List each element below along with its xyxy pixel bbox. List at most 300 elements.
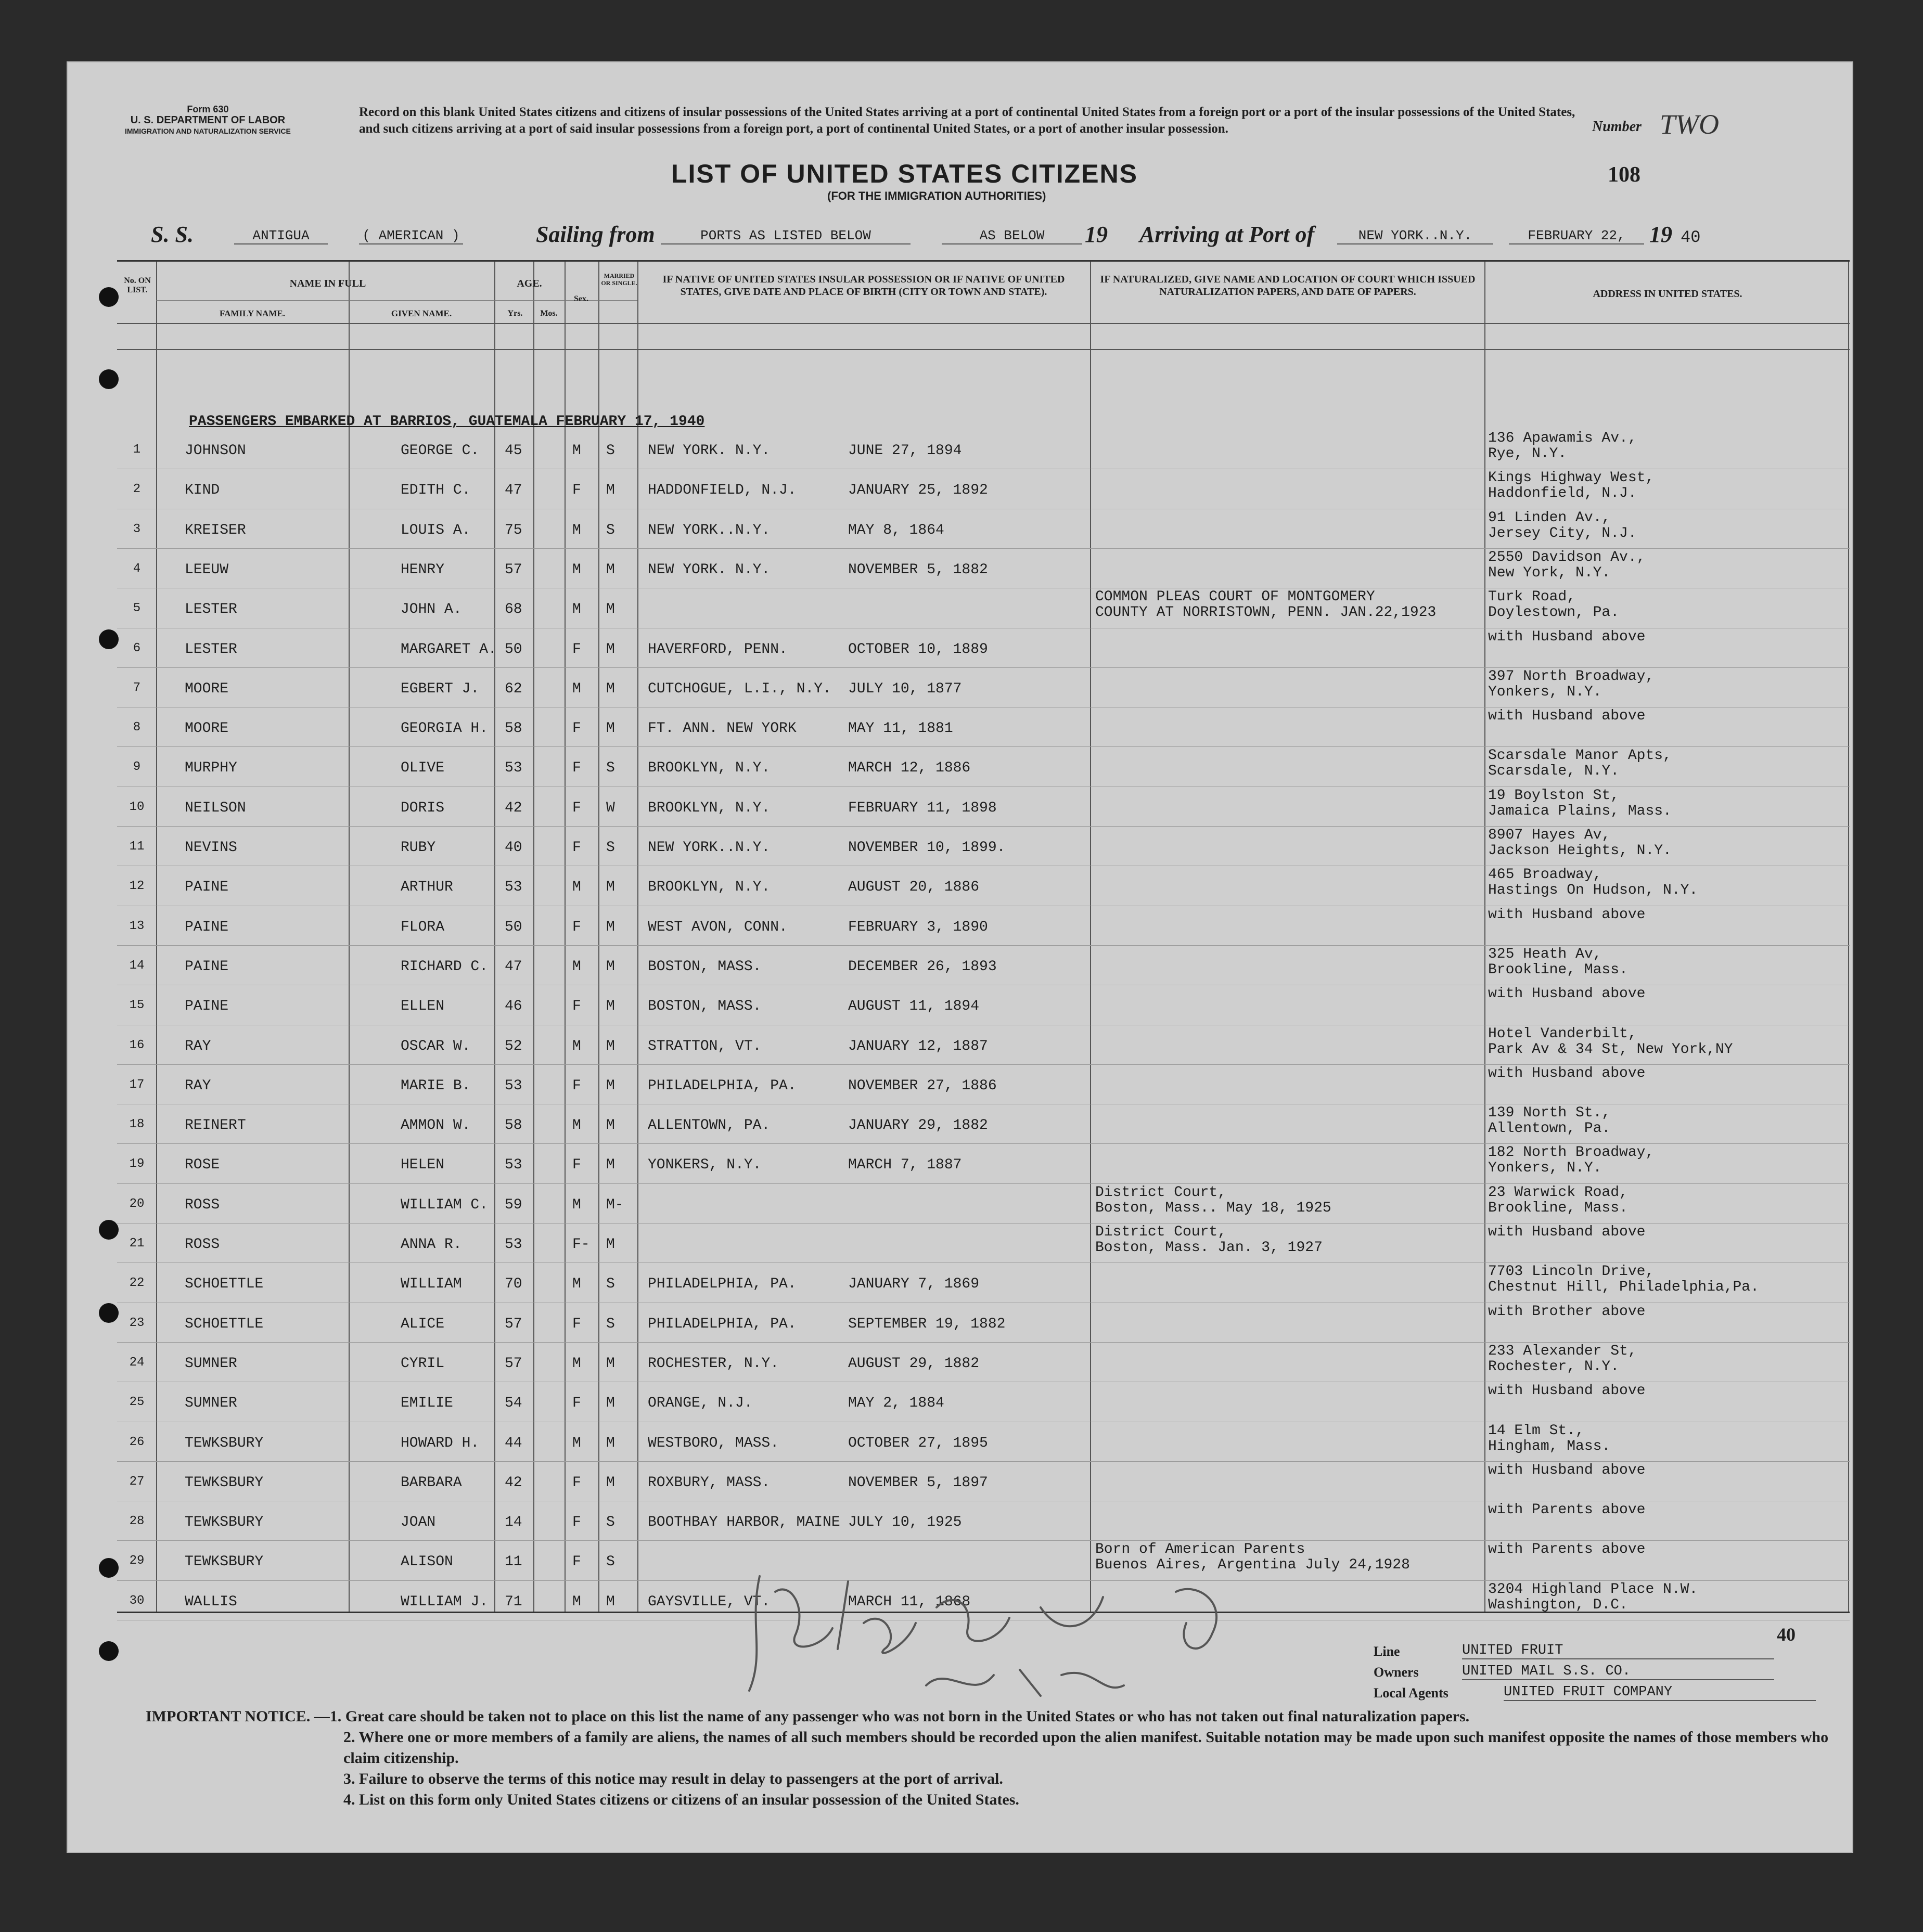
manifest-page [67, 61, 1853, 1853]
agents-label: Local Agents [1374, 1685, 1448, 1701]
passenger-family: SCHOETTLE [185, 1276, 264, 1293]
passenger-no: 4 [133, 561, 141, 576]
passenger-nat1: COMMON PLEAS COURT OF MONTGOMERY [1095, 589, 1375, 606]
passenger-place: GAYSVILLE, VT. [648, 1593, 771, 1610]
passenger-no: 21 [129, 1237, 145, 1251]
passenger-given: JOHN A. [401, 601, 462, 618]
punch-hole [99, 1220, 119, 1240]
passenger-place: ROCHESTER, N.Y. [648, 1355, 779, 1372]
passenger-age: 52 [505, 1038, 522, 1054]
passenger-nat2: Boston, Mass. Jan. 3, 1927 [1095, 1240, 1323, 1256]
passenger-age: 71 [505, 1593, 522, 1610]
passenger-date: MAY 2, 1884 [848, 1395, 944, 1412]
passenger-date: JANUARY 7, 1869 [848, 1276, 980, 1293]
passenger-date: MAY 8, 1864 [848, 522, 944, 538]
passenger-family: ROSS [185, 1196, 220, 1213]
passenger-addr2: Doylestown, Pa. [1488, 604, 1620, 621]
passenger-given: OSCAR W. [401, 1038, 471, 1054]
passenger-date: NOVEMBER 10, 1899. [848, 840, 1006, 856]
passenger-family: TEWKSBURY [185, 1514, 264, 1531]
passenger-addr2: Hingham, Mass. [1488, 1438, 1611, 1454]
passenger-ms: M [606, 1593, 615, 1610]
form-identifier [125, 104, 291, 137]
passenger-no: 27 [129, 1474, 145, 1489]
passenger-given: ANNA R. [401, 1237, 462, 1253]
passenger-no: 26 [129, 1435, 145, 1449]
passenger-age: 53 [505, 1077, 522, 1094]
passenger-family: PAINE [185, 998, 229, 1015]
passenger-addr1: 233 Alexander St, [1488, 1343, 1637, 1359]
passenger-family: NEILSON [185, 800, 246, 816]
passenger-family: SUMNER [185, 1355, 237, 1372]
passenger-ms: M [606, 1435, 615, 1451]
passenger-age: 50 [505, 919, 522, 935]
col-header-given: GIVEN NAME. [391, 308, 452, 318]
passenger-addr1: with Husband above [1488, 1383, 1646, 1399]
passenger-sex: M [572, 522, 581, 538]
passenger-sex: F- [572, 1237, 590, 1253]
passenger-date: MARCH 11, 1868 [848, 1593, 971, 1610]
passenger-nat2: COUNTY AT NORRISTOWN, PENN. JAN.22,1923 [1095, 604, 1437, 621]
passenger-family: ROSS [185, 1237, 220, 1253]
passenger-given: DORIS [401, 800, 445, 816]
sailing-date: AS BELOW [942, 228, 1082, 244]
passenger-age: 42 [505, 800, 522, 816]
passenger-addr2: Jackson Heights, N.Y. [1488, 843, 1672, 859]
passenger-ms: S [606, 1316, 615, 1332]
passenger-ms: S [606, 760, 615, 777]
passenger-no: 2 [133, 482, 141, 497]
punch-hole [99, 369, 119, 389]
passenger-ms: S [606, 840, 615, 856]
passenger-addr2: Haddonfield, N.J. [1488, 485, 1637, 502]
passenger-given: AMMON W. [401, 1117, 471, 1134]
passenger-age: 57 [505, 1355, 522, 1372]
row-rule [117, 746, 1850, 747]
passenger-age: 62 [505, 680, 522, 697]
passenger-addr1: Hotel Vanderbilt, [1488, 1025, 1637, 1042]
passenger-given: HOWARD H. [401, 1435, 480, 1451]
row-rule [117, 1143, 1850, 1144]
passenger-place: PHILADELPHIA, PA. [648, 1077, 797, 1094]
punch-hole [99, 1303, 119, 1323]
notice-item: 2. Where one or more members of a family are aliens, the names of all such members should be recorded upon the alien manifest. Suitable notation may be made upon such manifest opposite the names of those members who claim citizenship. [343, 1729, 1829, 1767]
passenger-sex: M [572, 879, 581, 896]
punch-hole [99, 1558, 119, 1578]
passenger-age: 42 [505, 1474, 522, 1491]
passenger-ms: M [606, 1474, 615, 1491]
passenger-ms: M [606, 1355, 615, 1372]
passenger-age: 58 [505, 720, 522, 737]
passenger-place: BROOKLYN, N.Y. [648, 879, 771, 896]
passenger-nat1: Born of American Parents [1095, 1541, 1305, 1558]
passenger-given: CYRIL [401, 1355, 445, 1372]
row-rule [117, 1540, 1850, 1541]
passenger-addr1: 465 Broadway, [1488, 867, 1602, 883]
passenger-table [117, 260, 1850, 1645]
passenger-sex: M [572, 1038, 581, 1054]
col-header-birth: IF NATIVE OF UNITED STATES INSULAR POSSESSION OR IF NATIVE OF UNITED STATES, GIVE DATE AND PLACE OF BIRTH (CITY OR TOWN AND STATE). [662, 274, 1065, 298]
passenger-family: LESTER [185, 601, 237, 618]
passenger-no: 24 [129, 1355, 145, 1370]
passenger-given: ARTHUR [401, 879, 453, 896]
passenger-addr1: 14 Elm St., [1488, 1422, 1584, 1439]
passenger-date: FEBRUARY 3, 1890 [848, 919, 988, 935]
passenger-place: WEST AVON, CONN. [648, 919, 788, 935]
passenger-nat1: District Court, [1095, 1184, 1227, 1201]
passenger-addr2: Jersey City, N.J. [1488, 525, 1637, 542]
passenger-sex: M [572, 958, 581, 975]
passenger-date: JUNE 27, 1894 [848, 443, 962, 459]
passenger-date: NOVEMBER 5, 1882 [848, 561, 988, 578]
col-header-married: MARRIED OR SINGLE. [601, 272, 637, 287]
passenger-ms: S [606, 1514, 615, 1531]
passenger-given: GEORGIA H. [401, 720, 489, 737]
passenger-place: ORANGE, N.J. [648, 1395, 753, 1412]
passenger-age: 57 [505, 1316, 522, 1332]
passenger-addr1: with Brother above [1488, 1303, 1646, 1320]
passenger-place: BOSTON, MASS. [648, 998, 762, 1015]
passenger-sex: F [572, 1395, 581, 1412]
passenger-ms: M- [606, 1196, 624, 1213]
passenger-family: MURPHY [185, 760, 237, 777]
passenger-no: 20 [129, 1196, 145, 1211]
notice-heading: IMPORTANT NOTICE. [146, 1708, 311, 1725]
passenger-given: ALICE [401, 1316, 445, 1332]
arrival-year: 40 [1681, 228, 1701, 247]
passenger-addr1: Turk Road, [1488, 589, 1576, 606]
year-prefix: 19 [1085, 222, 1108, 247]
passenger-sex: M [572, 1276, 581, 1293]
passenger-sex: F [572, 760, 581, 777]
passenger-sex: F [572, 1514, 581, 1531]
page-subtitle: (FOR THE IMMIGRATION AUTHORITIES) [827, 189, 1046, 202]
owners-label: Owners [1374, 1665, 1419, 1680]
passenger-sex: F [572, 840, 581, 856]
passenger-addr2: Park Av & 34 St, New York,NY [1488, 1041, 1733, 1058]
passenger-given: FLORA [401, 919, 445, 935]
passenger-no: 29 [129, 1554, 145, 1568]
passenger-no: 22 [129, 1276, 145, 1291]
passenger-sex: F [572, 998, 581, 1015]
passenger-given: EDITH C. [401, 482, 471, 499]
passenger-place: BROOKLYN, N.Y. [648, 800, 771, 816]
passenger-nat1: District Court, [1095, 1224, 1227, 1240]
passenger-place: HAVERFORD, PENN. [648, 641, 788, 658]
passenger-family: PAINE [185, 879, 229, 896]
row-rule [117, 945, 1850, 946]
passenger-nat2: Buenos Aires, Argentina July 24,1928 [1095, 1557, 1410, 1574]
passenger-sex: F [572, 919, 581, 935]
passenger-ms: M [606, 482, 615, 499]
passenger-age: 70 [505, 1276, 522, 1293]
passenger-addr2: Yonkers, N.Y. [1488, 684, 1602, 700]
passenger-given: OLIVE [401, 760, 445, 777]
passenger-given: RUBY [401, 840, 436, 856]
col-header-mos: Mos. [540, 309, 558, 318]
ss-label: S. S. [151, 222, 194, 247]
passenger-no: 23 [129, 1316, 145, 1330]
passenger-given: MARIE B. [401, 1077, 471, 1094]
passenger-age: 68 [505, 601, 522, 618]
passenger-family: KREISER [185, 522, 246, 538]
passenger-addr2: Brookline, Mass. [1488, 961, 1628, 978]
owners-value: UNITED MAIL S.S. CO. [1462, 1664, 1774, 1680]
passenger-place: ROXBURY, MASS. [648, 1474, 771, 1491]
passenger-addr1: Scarsdale Manor Apts, [1488, 748, 1672, 764]
passenger-ms: M [606, 958, 615, 975]
notice-item: 4. List on this form only United States citizens or citizens of an insular possession of the United States. [343, 1791, 1019, 1808]
passenger-family: TEWKSBURY [185, 1474, 264, 1491]
passenger-family: MOORE [185, 720, 229, 737]
passenger-date: AUGUST 20, 1886 [848, 879, 980, 896]
passenger-date: MAY 11, 1881 [848, 720, 953, 737]
arrival-year-prefix: 19 [1649, 222, 1672, 247]
passenger-sex: F [572, 1474, 581, 1491]
passenger-no: 18 [129, 1117, 145, 1132]
passenger-ms: M [606, 1157, 615, 1174]
arriving-port: NEW YORK..N.Y. [1337, 228, 1493, 244]
passenger-given: LOUIS A. [401, 522, 471, 538]
passenger-given: BARBARA [401, 1474, 462, 1491]
passenger-given: ALISON [401, 1554, 453, 1570]
passenger-addr2: Yonkers, N.Y. [1488, 1160, 1602, 1177]
passenger-no: 12 [129, 879, 145, 894]
row-rule [117, 1461, 1850, 1462]
passenger-date: JANUARY 29, 1882 [848, 1117, 988, 1134]
row-rule [117, 1183, 1850, 1184]
passenger-age: 54 [505, 1395, 522, 1412]
passenger-nat2: Boston, Mass.. May 18, 1925 [1095, 1200, 1331, 1216]
passenger-ms: S [606, 522, 615, 538]
passenger-sex: M [572, 1355, 581, 1372]
passenger-addr2: Chestnut Hill, Philadelphia,Pa. [1488, 1279, 1759, 1296]
passenger-ms: M [606, 1077, 615, 1094]
col-header-name: NAME IN FULL [289, 278, 366, 289]
passenger-ms: S [606, 1276, 615, 1293]
passenger-given: JOAN [401, 1514, 436, 1531]
passenger-place: ALLENTOWN, PA. [648, 1117, 771, 1134]
passenger-ms: M [606, 1395, 615, 1412]
passenger-no: 5 [133, 601, 141, 616]
passenger-date: JANUARY 25, 1892 [848, 482, 988, 499]
passenger-place: WESTBORO, MASS. [648, 1435, 779, 1451]
row-rule [117, 1064, 1850, 1065]
passenger-date: JANUARY 12, 1887 [848, 1038, 988, 1054]
passenger-addr2: New York, N.Y. [1488, 564, 1611, 581]
arriving-label: Arriving at Port of [1139, 222, 1315, 247]
passenger-date: FEBRUARY 11, 1898 [848, 800, 997, 816]
passenger-date: MARCH 7, 1887 [848, 1157, 962, 1174]
passenger-place: NEW YORK..N.Y. [648, 522, 771, 538]
passenger-addr1: 2550 Davidson Av., [1488, 549, 1646, 565]
punch-hole [99, 1641, 119, 1661]
passenger-date: JULY 10, 1925 [848, 1514, 962, 1531]
passenger-family: WALLIS [185, 1593, 237, 1610]
passenger-family: TEWKSBURY [185, 1435, 264, 1451]
inspector-signature [728, 1561, 1249, 1717]
page-number: 108 [1608, 163, 1640, 187]
passenger-place: BOSTON, MASS. [648, 958, 762, 975]
passenger-age: 44 [505, 1435, 522, 1451]
passenger-place: NEW YORK. N.Y. [648, 561, 771, 578]
passenger-addr2: Jamaica Plains, Mass. [1488, 803, 1672, 819]
passenger-age: 45 [505, 443, 522, 459]
sailing-label: Sailing from [536, 222, 655, 247]
passenger-sex: F [572, 1077, 581, 1094]
passenger-family: LEEUW [185, 561, 229, 578]
passenger-family: MOORE [185, 680, 229, 697]
passenger-no: 19 [129, 1157, 145, 1171]
passenger-age: 53 [505, 879, 522, 896]
passenger-age: 47 [505, 958, 522, 975]
passenger-ms: M [606, 919, 615, 935]
passenger-addr1: 182 North Broadway, [1488, 1144, 1655, 1161]
passenger-ms: M [606, 720, 615, 737]
passenger-date: OCTOBER 27, 1895 [848, 1435, 988, 1451]
passenger-age: 53 [505, 1237, 522, 1253]
passenger-addr1: with Husband above [1488, 1065, 1646, 1081]
passenger-no: 14 [129, 958, 145, 973]
passenger-given: WILLIAM C. [401, 1196, 489, 1213]
passenger-addr1: 397 North Broadway, [1488, 668, 1655, 685]
row-rule [117, 548, 1850, 549]
passenger-no: 13 [129, 919, 145, 933]
passenger-ms: M [606, 998, 615, 1015]
sailing-from: PORTS AS LISTED BELOW [661, 228, 911, 244]
ship-name: ANTIGUA [234, 228, 328, 244]
passenger-age: 50 [505, 641, 522, 658]
passenger-place: NEW YORK..N.Y. [648, 840, 771, 856]
passenger-given: WILLIAM J. [401, 1593, 489, 1610]
passenger-addr1: with Husband above [1488, 628, 1646, 645]
passenger-sex: F [572, 1157, 581, 1174]
line-value: UNITED FRUIT [1462, 1643, 1774, 1659]
passenger-addr1: 19 Boylston St, [1488, 787, 1620, 804]
passenger-family: RAY [185, 1038, 211, 1054]
department-name: U. S. DEPARTMENT OF LABOR [130, 114, 286, 126]
passenger-date: DECEMBER 26, 1893 [848, 958, 997, 975]
passenger-sex: F [572, 720, 581, 737]
passenger-ms: M [606, 680, 615, 697]
passenger-date: OCTOBER 10, 1889 [848, 641, 988, 658]
passenger-sex: M [572, 561, 581, 578]
passenger-addr2: Brookline, Mass. [1488, 1200, 1628, 1216]
passenger-date: AUGUST 29, 1882 [848, 1355, 980, 1372]
passenger-addr1: with Parents above [1488, 1502, 1646, 1518]
passenger-family: NEVINS [185, 840, 237, 856]
passenger-sex: F [572, 1554, 581, 1570]
passenger-given: ELLEN [401, 998, 445, 1015]
passenger-age: 57 [505, 561, 522, 578]
col-header-family: FAMILY NAME. [220, 308, 285, 318]
passenger-addr2: Rye, N.Y. [1488, 446, 1567, 462]
passenger-no: 30 [129, 1593, 145, 1608]
passenger-age: 53 [505, 1157, 522, 1174]
passenger-date: NOVEMBER 27, 1886 [848, 1077, 997, 1094]
passenger-ms: W [606, 800, 615, 816]
important-notice [146, 1706, 1837, 1810]
passenger-addr1: 3204 Highland Place N.W. [1488, 1581, 1698, 1598]
passenger-addr2: Scarsdale, N.Y. [1488, 763, 1620, 780]
passenger-place: NEW YORK. N.Y. [648, 443, 771, 459]
passenger-family: JOHNSON [185, 443, 246, 459]
passenger-age: 14 [505, 1514, 522, 1531]
passenger-addr1: 139 North St., [1488, 1105, 1611, 1122]
passenger-no: 8 [133, 720, 141, 735]
passenger-no: 16 [129, 1038, 145, 1052]
passenger-family: RAY [185, 1077, 211, 1094]
passenger-family: REINERT [185, 1117, 246, 1134]
passenger-date: AUGUST 11, 1894 [848, 998, 980, 1015]
list-number: TWO [1660, 109, 1720, 140]
passenger-sex: M [572, 680, 581, 697]
passenger-sex: F [572, 482, 581, 499]
passenger-ms: M [606, 641, 615, 658]
passenger-no: 7 [133, 680, 141, 695]
passenger-family: SCHOETTLE [185, 1316, 264, 1332]
passenger-addr2: Washington, D.C. [1488, 1596, 1628, 1613]
passenger-place: BROOKLYN, N.Y. [648, 760, 771, 777]
form-number: Form 630 [187, 104, 229, 114]
passenger-addr1: with Husband above [1488, 1462, 1646, 1478]
passenger-no: 28 [129, 1514, 145, 1529]
passenger-no: 25 [129, 1395, 145, 1410]
passenger-family: ROSE [185, 1157, 220, 1174]
passenger-sex: M [572, 1435, 581, 1451]
passenger-family: TEWKSBURY [185, 1554, 264, 1570]
passenger-sex: F [572, 800, 581, 816]
passenger-age: 75 [505, 522, 522, 538]
passenger-family: PAINE [185, 958, 229, 975]
passenger-age: 46 [505, 998, 522, 1015]
passenger-family: PAINE [185, 919, 229, 935]
passenger-place: YONKERS, N.Y. [648, 1157, 762, 1174]
passenger-ms: S [606, 1554, 615, 1570]
notice-item: —1. Great care should be taken not to place on this list the name of any passenger who was not born in the United States or who has not taken out final naturalization papers. [314, 1708, 1470, 1725]
passenger-place: BOOTHBAY HARBOR, MAINE [648, 1514, 840, 1531]
passenger-no: 1 [133, 443, 141, 457]
passenger-no: 15 [129, 998, 145, 1013]
row-rule [117, 1342, 1850, 1343]
passenger-age: 11 [505, 1554, 522, 1570]
passenger-given: HELEN [401, 1157, 445, 1174]
passenger-addr1: with Parents above [1488, 1541, 1646, 1558]
record-instructions: Record on this blank United States citizens and citizens of insular possessions of the United States arriving at a port of continental United States from a foreign port or a port of the insular possessions of the United States, and such citizens arriving at a port of said insular possessions from a foreign port, a port of continental United States, or a port of another insular possession. [359, 105, 1575, 136]
passenger-no: 6 [133, 641, 141, 655]
ship-flag: ( AMERICAN ) [359, 228, 463, 244]
passenger-no: 17 [129, 1077, 145, 1092]
passenger-addr1: Kings Highway West, [1488, 470, 1655, 486]
passenger-age: 59 [505, 1196, 522, 1213]
passenger-addr1: 8907 Hayes Av, [1488, 827, 1611, 843]
passenger-addr1: 7703 Lincoln Drive, [1488, 1264, 1655, 1280]
passenger-addr1: 325 Heath Av, [1488, 946, 1602, 962]
col-header-address: ADDRESS IN UNITED STATES. [1593, 288, 1742, 300]
passenger-ms: S [606, 443, 615, 459]
passenger-date: JULY 10, 1877 [848, 680, 962, 697]
col-header-naturalized: IF NATURALIZED, GIVE NAME AND LOCATION OF COURT WHICH ISSUED NATURALIZATION PAPERS, AND DATE OF PAPERS. [1100, 274, 1476, 298]
passenger-sex: F [572, 1316, 581, 1332]
passenger-place: HADDONFIELD, N.J. [648, 482, 797, 499]
passenger-ms: M [606, 601, 615, 618]
arrival-date: FEBRUARY 22, [1509, 228, 1644, 244]
passenger-ms: M [606, 879, 615, 896]
passenger-no: 3 [133, 522, 141, 536]
passenger-family: LESTER [185, 641, 237, 658]
passenger-addr2: Rochester, N.Y. [1488, 1358, 1620, 1375]
passenger-place: FT. ANN. NEW YORK [648, 720, 797, 737]
